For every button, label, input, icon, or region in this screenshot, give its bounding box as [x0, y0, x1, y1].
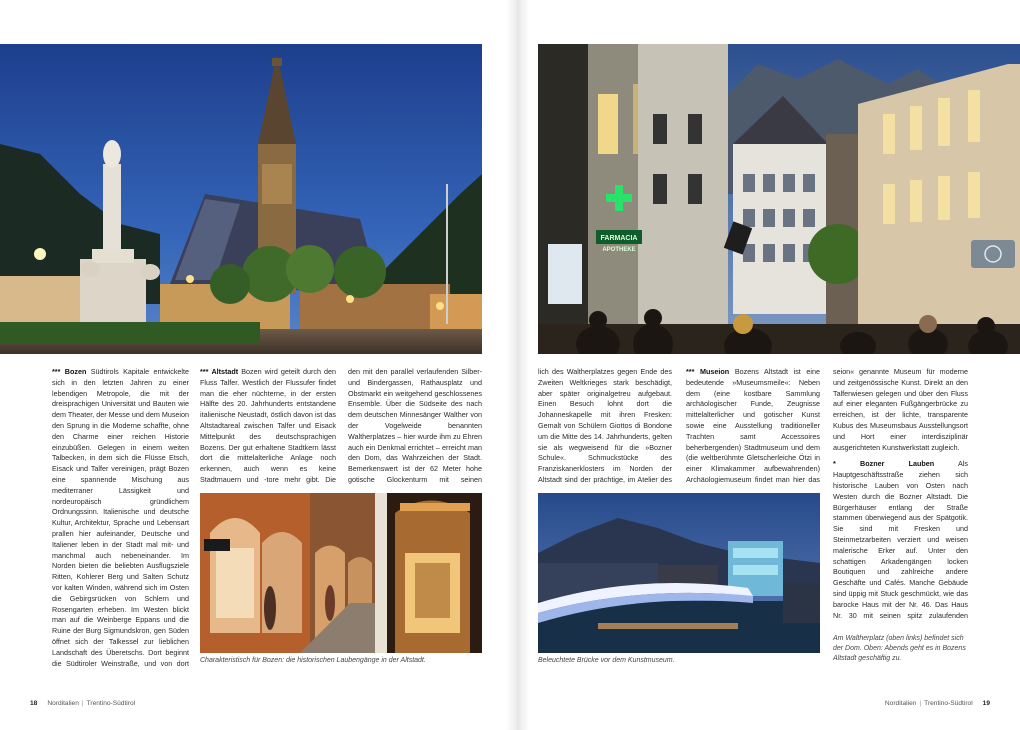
- text-column-altstadt: [200, 367, 336, 487]
- apotheke-sign: APOTHEKE: [602, 247, 636, 253]
- body-text: Südtirols Kapitale entwickelte sich in den letzten Jahren zu einer lebendigen Metropole, die mit der dreisprachigen Universität und Bauten wie dem Theater, der Messe und dem Museion den Sprung in die Moderne schaffte, ohne den Charme einer reichen Historie einzubüßen. Gelegen in einem weiten Talbecken, in dem sich die Flüsse Etsch, Eisack und Talfer vereinigen, prägt Bozen eine spannende Mischung aus mediterraner Lässigkeit und nordeuropäisch gründlichem Ordnungssinn. Italienische und deutsche Kultur, Architektur, Sprache und Lebensart prallen hier aufeinander, Deutsche und Italiener leben in der Stadt mal mit- und manchmal auch nebeneinander. Im Norden bieten die beliebten Ausflugsziele Ritten, Kohlerer Berg und Salten Schutz vor kalten Winden, während sich im Osten die Gebirgsrücken von Schlern und Rosengarten erheben. Im Westen blickt man auf die Weinberge Eppans und die Ruine der Burg Sigmundskron, gen Süden öffnet sich der Talkessel zur lieblichen Landschaft des Überetschs. Dort beginnt die Südtiroler Weinstraße, und von dort: [52, 367, 189, 667]
- body-text: den mit den parallel verlaufenden Silber- und Bindergassen, Rathausplatz und Obstmarkt ein weitgehend geschlossenes Ensemble. Über die Südseite des nach dem deutschen Minnesänger Walther von der Vogelweide benannten Waltherplatzes – hier wurde ihm zu Ehren auch ein Denkmal errichtet – erreicht man den Dom, das Wahrzeichen der Stadt. Bemerkenswert ist der 62 Meter hohe gotische Glockenturm mit seinen: [348, 367, 482, 484]
- body-text: seion« genannte Museum für moderne und zeitgenössische Kunst. Direkt an den Talferwiesen gelegen und über den Fluss auf einer eleganten Fußgängerbrücke zu erreichen, ist der lichte, transparente Kubus des Museumsbaus Ausstellungsort und Hort einer interdisziplinär ausgerichteten Kunstwerkstatt zugleich.: [833, 367, 968, 452]
- stars-rating: ***: [200, 367, 209, 376]
- stars-rating: *: [833, 459, 836, 469]
- photo-laubengaenge: [200, 493, 482, 653]
- page-folio-left: 18 Norditalien | Trentino-Südtirol: [30, 700, 136, 707]
- photo-bridge-museion: [538, 493, 820, 653]
- text-column-waltherplatz: [538, 367, 672, 487]
- photo-waltherplatz-dom: [0, 44, 482, 354]
- farmacia-sign: FARMACIA: [600, 235, 638, 242]
- section-heading-altstadt: Altstadt: [211, 367, 239, 376]
- subregion-label: Trentino-Südtirol: [86, 700, 136, 707]
- region-label: Norditalien: [884, 700, 917, 707]
- region-label: Norditalien: [47, 700, 79, 707]
- page-gutter: [506, 0, 530, 730]
- body-text: lich des Waltherplatzes gegen Ende des Zweiten Weltkrieges stark beschädigt, aber später originalgetreu aufgebaut. Einen Besuch lohnt dort die Johanneskapelle mit ihren Fresken: Gemalt von Schülern Giottos di Bondone um die Mitte des 14. Jahrhunderts, gelten sie als wegweisend für die »Bozner Schule«. Schmuckstücke des Franziskanerklosters im Norden der Altstadt sind der prächtige, im Atelier des: [538, 367, 672, 484]
- section-heading-museion: Museion: [700, 367, 730, 376]
- page-number: 19: [982, 700, 990, 707]
- section-heading-bozen: Bozen: [64, 367, 87, 376]
- photo-altstadt-evening: [538, 44, 1020, 354]
- section-heading-lauben: Bozner Lauben: [860, 459, 935, 469]
- subregion-label: Trentino-Südtirol: [924, 700, 973, 707]
- body-text: Als Hauptgeschäftsstraße ziehen sich historische Lauben von Osten nach Westen durch die Bozner Altstadt. Die Bürgerhäuser entlang der Straße stammen überwiegend aus der Spätgotik. Sie sind mit Fresken und Steinmetzarbeiten verziert und weisen malerische Erker auf. Unter den schattigen Arkadengängen locken Boutiquen und zahlreiche andere Geschäfte und Cafés. Manche Gebäude sind üppig mit Stuck geschmückt, wie das barocke Haus mit der Nr. 46. Das Haus Nr. 30 mit seinen spitz zulaufenden: [833, 459, 968, 620]
- page-number: 18: [30, 700, 38, 707]
- page-folio-right: Norditalien | Trentino-Südtirol 19: [884, 700, 990, 707]
- stars-rating: ***: [52, 367, 61, 376]
- stars-rating: ***: [686, 367, 695, 376]
- text-column-continued: [348, 367, 482, 487]
- text-column-lauben: [833, 367, 968, 622]
- body-text: Bozens Altstadt ist eine bedeutende »Museumsmeile«: Neben dem (eine kostbare Sammlung archäologischer Funde, Zeugnisse mittelalterlicher und gotischer Kunst sowie eine Ausstellung traditioneller Trachten samt Accessoires beherbergenden) Stadtmuseum und dem (die weltberühmte Gletscherleiche Ötzi in einer Klimakammer aufbewahrenden) Archäologiemuseum findet man hier das: [686, 367, 820, 484]
- body-text: Bozen wird geteilt durch den Fluss Talfer. Westlich der Flussufer findet man die eher nüchterne, in der ersten Hälfte des 20. Jahrhunderts entstandene italienische Neustadt, östlich davon ist das Altstadtareal zwischen Talfer und Eisack Mittelpunkt des deutschsprachigen Bozens. Der gut erhaltene Stadtkern lässt dort die mittelalterliche Anlage noch erkennen, auch wenn es keine Stadtmauern und -tore mehr gibt. Die: [200, 367, 336, 484]
- photo-caption-bridge: Beleuchtete Brücke vor dem Kunstmuseum.: [538, 657, 675, 664]
- text-column-museion: [686, 367, 820, 487]
- text-column-bozen: [52, 367, 189, 667]
- photo-caption-altstadt: Am Waltherplatz (oben links) befindet sich der Dom. Oben: Abends geht es in Bozens Altstadt geschäftig zu.: [833, 635, 966, 662]
- photo-caption-laubengaenge: Charakteristisch für Bozen: die historischen Laubengänge in der Altstadt.: [200, 657, 426, 664]
